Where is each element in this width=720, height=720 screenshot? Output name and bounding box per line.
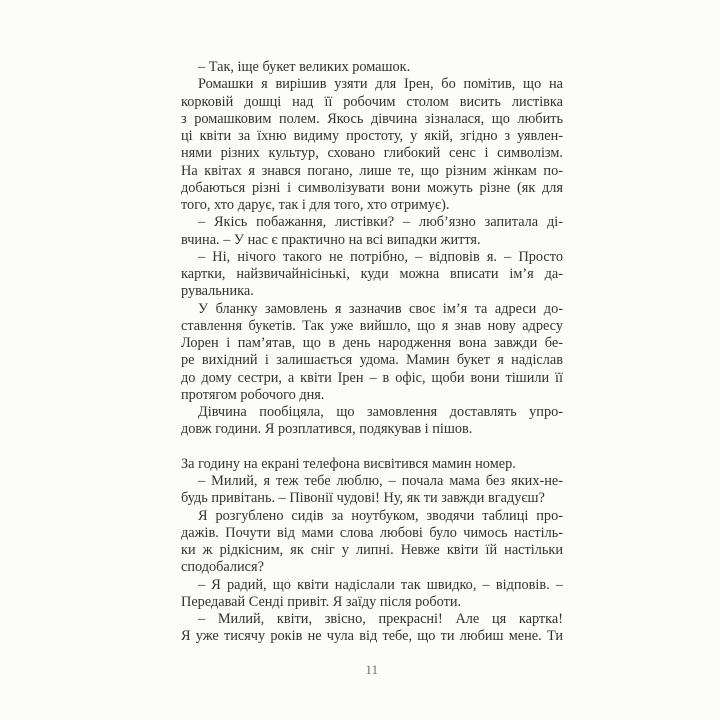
text-line: добаються різні і символізувати вони можуть різне (як для xyxy=(181,179,563,196)
text-line: нями різних культур, сховано глибокий сенс і символізм. xyxy=(181,145,563,162)
text-line: до дому сестри, а квіти Ірен – в офіс, щоби вони тішили її xyxy=(181,369,563,386)
paragraph xyxy=(181,577,563,612)
paragraph xyxy=(181,456,563,473)
text-line: корковій дошці над її робочим столом висить листівка xyxy=(181,93,563,110)
page-number: 11 xyxy=(365,663,379,677)
text-line: ставлення букетів. Так уже вийшло, що я знав нову адресу xyxy=(181,317,563,334)
text-line: рувальника. xyxy=(181,283,254,300)
paragraph xyxy=(181,76,563,214)
paragraph xyxy=(181,404,563,439)
text-line: протягом робочого дня. xyxy=(181,386,325,403)
text-line: картки, найзвичайнісінькі, куди можна вписати ім’я да- xyxy=(181,266,563,282)
text-line: вчина. – У нас є практично на всі випадки життя. xyxy=(181,231,481,248)
page-text xyxy=(181,59,563,646)
text-line: – Ні, нічого такого не потрібно, – відповів я. – Просто xyxy=(198,248,563,265)
paragraph xyxy=(181,214,563,249)
text-line: ці квіти за їхню видиму простоту, у якій, згідно з уявлен- xyxy=(181,128,563,144)
text-line: У бланку замовлень я зазначив своє ім’я та адреси до- xyxy=(198,300,563,317)
text-line: сподобалися? xyxy=(181,559,264,576)
text-line: того, хто дарує, так і для того, хто отримує). xyxy=(181,197,450,213)
text-line: За годину на екрані телефона висвітився мамин номер. xyxy=(181,455,516,472)
paragraph xyxy=(181,59,563,76)
text-line: – Милий, квіти, звісно, прекрасні! Але ця картка! xyxy=(198,611,563,627)
paragraph xyxy=(181,249,563,301)
text-line: Ромашки я вирішив узяти для Ірен, бо помітив, що на xyxy=(198,76,563,93)
paragraph xyxy=(181,301,563,405)
paragraph xyxy=(181,473,563,508)
text-line: – Якісь побажання, листівки? – люб’язно запитала ді- xyxy=(198,214,563,231)
text-line: На квітах я знався погано, лише те, що різним жінкам по- xyxy=(181,162,563,179)
text-line: дажів. Почути від мами слова любові було чимось настіль- xyxy=(181,524,563,541)
text-line: ре вихідний і залишається удома. Мамин букет я надіслав xyxy=(181,352,563,369)
paragraph xyxy=(181,611,563,646)
text-line: з ромашковим полем. Якось дівчина зізналася, що любить xyxy=(181,110,563,127)
text-line: – Я радий, що квіти надіслали так швидко, – відповів. – xyxy=(198,576,563,593)
text-line: Лорен і пам’ятав, що в день народження вона завжди бе- xyxy=(181,335,563,351)
text-line: Передавай Сенді привіт. Я заїду після роботи. xyxy=(181,593,462,610)
text-line: довж години. Я розплатився, подякував і пішов. xyxy=(181,421,473,438)
text-line: – Милий, я теж тебе люблю, – почала мама без яких-не- xyxy=(198,473,563,489)
text-line: Дівчина пообіцяла, що замовлення доставлять упро- xyxy=(198,404,563,420)
text-line: Я уже тисячу років не чула від тебе, що ти любиш мене. Ти xyxy=(181,628,563,645)
text-line: ки ж рідкісним, як сніг у липні. Невже квіти їй настільки xyxy=(181,542,563,558)
paragraph xyxy=(181,508,563,577)
text-line: – Так, іще букет великих ромашок. xyxy=(198,59,411,75)
text-line: Я розгублено сидів за ноутбуком, зводячи таблиці про- xyxy=(198,507,563,524)
text-line: будь привітань. – Півонії чудові! Ну, як ти завжди вгадуєш? xyxy=(181,490,545,507)
